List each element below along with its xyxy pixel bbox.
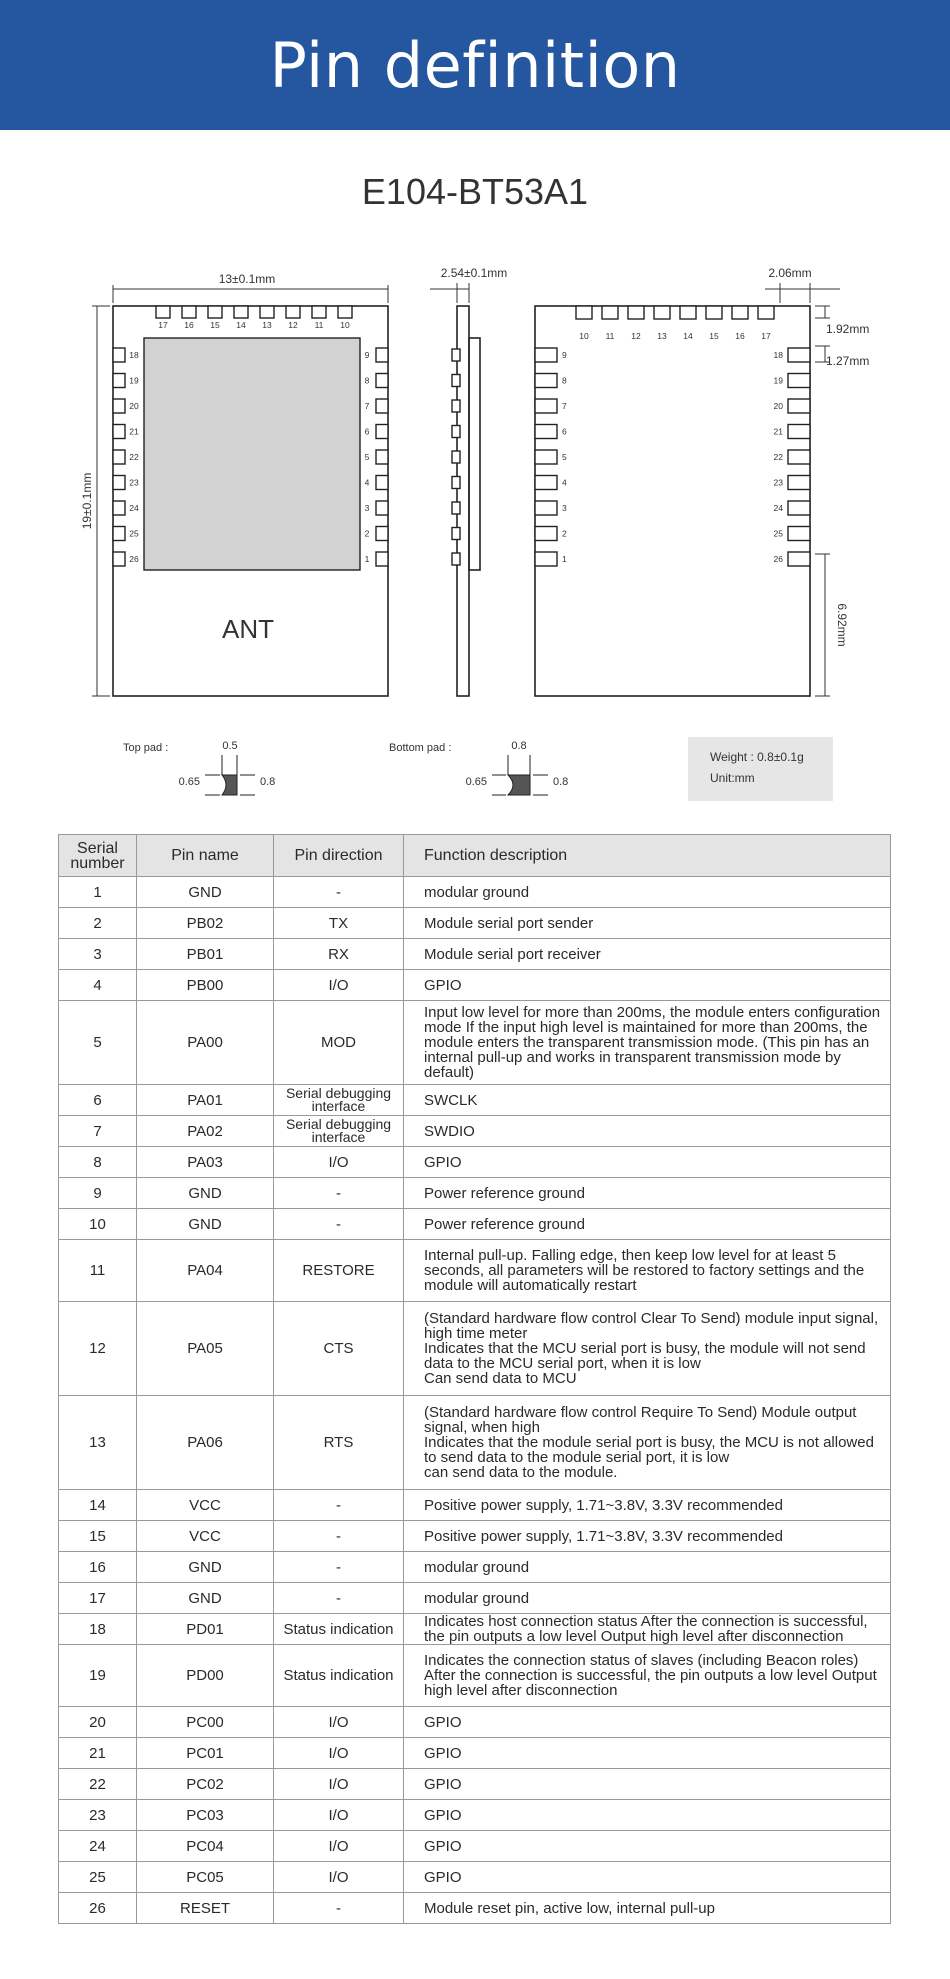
pin-number-label: 13 <box>262 320 272 330</box>
pin-number-label: 18 <box>773 350 783 360</box>
pin-direction-cell: CTS <box>274 1302 404 1396</box>
pin-number-label: 3 <box>364 503 370 513</box>
top-pad-width: 0.5 <box>222 740 238 752</box>
side-pad <box>452 502 460 514</box>
pin-name-cell: PA02 <box>137 1116 274 1147</box>
pin-direction-cell: - <box>274 1893 404 1924</box>
back-pad-top-10 <box>576 306 592 319</box>
table-row <box>59 1862 891 1893</box>
pin-direction-cell: - <box>274 1552 404 1583</box>
function-description-cell: Module serial port sender <box>404 908 891 939</box>
pin-direction-cell: RTS <box>274 1396 404 1490</box>
pin-number-label: 20 <box>129 401 139 411</box>
table-row <box>59 1552 891 1583</box>
back-pad-top-12 <box>628 306 644 319</box>
pad-left-24 <box>113 501 125 515</box>
side-pad <box>452 553 460 565</box>
pin-number-label: 2 <box>562 528 567 539</box>
serial-number-cell: 24 <box>59 1831 137 1862</box>
pad-left-21 <box>113 425 125 439</box>
pin-name-cell: PA06 <box>137 1396 274 1490</box>
pin-number-label: 22 <box>129 452 139 462</box>
function-description-cell: Power reference ground <box>404 1178 891 1209</box>
serial-number-cell: 4 <box>59 970 137 1001</box>
table-row <box>59 1645 891 1707</box>
pin-number-label: 14 <box>236 320 246 330</box>
function-description-cell: Indicates the connection status of slaves (including Beacon roles) After the connection is successful, the pin outputs a low level Output high level after disconnection <box>404 1645 891 1707</box>
serial-number-cell: 3 <box>59 939 137 970</box>
bottom-gap-dimension: 6.92mm <box>835 603 849 647</box>
pad-left-19 <box>113 374 125 388</box>
back-pad-right-20 <box>788 399 810 413</box>
back-pad-top-11 <box>602 306 618 319</box>
back-pad-right-21 <box>788 425 810 439</box>
serial-number-cell: 21 <box>59 1738 137 1769</box>
top-gap-dimension: 1.92mm <box>826 322 870 336</box>
pin-direction-cell: I/O <box>274 1769 404 1800</box>
pin-name-cell: PC04 <box>137 1831 274 1862</box>
table-row <box>59 1116 891 1147</box>
pin-direction-cell: - <box>274 1490 404 1521</box>
serial-number-cell: 20 <box>59 1707 137 1738</box>
pin-table <box>58 834 891 1924</box>
pad-right-7 <box>376 399 388 413</box>
pin-name-cell: GND <box>137 877 274 908</box>
table-header-row <box>59 835 891 877</box>
top-pad-label: Top pad : <box>123 742 169 754</box>
pin-number-label: 19 <box>129 375 139 386</box>
serial-number-cell: 17 <box>59 1583 137 1614</box>
header-function-description: Function description <box>404 835 891 877</box>
table-row <box>59 939 891 970</box>
pin-number-label: 12 <box>631 331 641 341</box>
pin-number-label: 23 <box>129 477 139 488</box>
pin-number-label: 8 <box>562 375 567 386</box>
side-pad <box>452 375 460 387</box>
function-description-cell: GPIO <box>404 1147 891 1178</box>
pin-number-label: 6 <box>562 426 567 437</box>
shield-can <box>144 338 360 570</box>
table-row <box>59 970 891 1001</box>
pad-right-6 <box>376 425 388 439</box>
table-row <box>59 1521 891 1552</box>
edge-dimension: 2.06mm <box>768 266 812 280</box>
back-pad-right-24 <box>788 501 810 515</box>
function-description-cell: GPIO <box>404 1738 891 1769</box>
function-description-cell: SWDIO <box>404 1116 891 1147</box>
pin-name-cell: PC02 <box>137 1769 274 1800</box>
back-pad-right-18 <box>788 348 810 362</box>
back-pad-top-15 <box>706 306 722 319</box>
function-description-cell: modular ground <box>404 877 891 908</box>
pin-number-label: 9 <box>562 350 567 360</box>
pad-left-23 <box>113 476 125 490</box>
pin-name-cell: VCC <box>137 1490 274 1521</box>
bottom-pad-height-right: 0.8 <box>553 776 569 788</box>
back-pad-top-16 <box>732 306 748 319</box>
table-row <box>59 1707 891 1738</box>
pin-number-label: 15 <box>709 331 719 341</box>
weight-text: Weight : 0.8±0.1g <box>710 750 804 764</box>
back-pad-right-25 <box>788 527 810 541</box>
pin-number-label: 7 <box>364 401 370 411</box>
pin-name-cell: PB00 <box>137 970 274 1001</box>
pin-direction-cell: - <box>274 877 404 908</box>
table-row <box>59 1614 891 1645</box>
pin-direction-cell: - <box>274 1209 404 1240</box>
serial-number-cell: 5 <box>59 1001 137 1085</box>
width-dimension: 13±0.1mm <box>218 272 276 286</box>
serial-number-cell: 8 <box>59 1147 137 1178</box>
serial-number-cell: 16 <box>59 1552 137 1583</box>
pin-number-label: 17 <box>158 320 168 330</box>
pin-number-label: 8 <box>364 375 370 386</box>
bottom-pad-shape <box>492 755 548 795</box>
function-description-cell: Internal pull-up. Falling edge, then keep low level for at least 5 seconds, all parameters will be restored to factory settings and the module will automatically restart <box>404 1240 891 1302</box>
pin-name-cell: GND <box>137 1209 274 1240</box>
back-pad-left-6 <box>535 425 557 439</box>
serial-number-cell: 22 <box>59 1769 137 1800</box>
side-view-shield <box>469 338 480 570</box>
table-row <box>59 1831 891 1862</box>
pin-direction-cell: I/O <box>274 1862 404 1893</box>
pin-number-label: 5 <box>562 452 567 462</box>
function-description-cell: (Standard hardware flow control Require To Send) Module output signal, when high Indicates that the module serial port is busy, the MCU is not allowed to send data to the module serial port, it is low can send data to the module. <box>404 1396 891 1490</box>
pin-name-cell: PC01 <box>137 1738 274 1769</box>
pin-number-label: 24 <box>129 503 139 513</box>
serial-number-cell: 9 <box>59 1178 137 1209</box>
pin-number-label: 5 <box>364 452 370 462</box>
model-name: E104-BT53A1 <box>361 171 589 212</box>
top-pad-height-left: 0.65 <box>178 776 200 788</box>
pad-right-1 <box>376 552 388 566</box>
pin-name-cell: PA03 <box>137 1147 274 1178</box>
serial-number-cell: 26 <box>59 1893 137 1924</box>
pin-name-cell: PB02 <box>137 908 274 939</box>
pin-direction-cell: I/O <box>274 970 404 1001</box>
header-pin-name: Pin name <box>137 835 274 877</box>
table-row <box>59 1240 891 1302</box>
serial-number-cell: 14 <box>59 1490 137 1521</box>
pin-direction-cell: Status indication <box>274 1645 404 1707</box>
pin-number-label: 3 <box>562 503 567 513</box>
header-pin-direction: Pin direction <box>274 835 404 877</box>
pitch-dimension: 1.27mm <box>826 354 870 368</box>
pin-number-label: 26 <box>773 554 783 564</box>
table-row <box>59 1396 891 1490</box>
pin-number-label: 16 <box>184 320 194 330</box>
table-row <box>59 877 891 908</box>
serial-number-cell: 19 <box>59 1645 137 1707</box>
table-row <box>59 1893 891 1924</box>
pad-right-4 <box>376 476 388 490</box>
back-view-outline <box>535 306 810 696</box>
top-pad-height-right: 0.8 <box>260 776 276 788</box>
function-description-cell: modular ground <box>404 1583 891 1614</box>
pin-number-label: 4 <box>562 477 567 488</box>
serial-number-cell: 2 <box>59 908 137 939</box>
pin-number-label: 11 <box>605 331 615 341</box>
pin-number-label: 11 <box>314 320 324 330</box>
side-pad <box>452 349 460 361</box>
pin-name-cell: PB01 <box>137 939 274 970</box>
pad-left-25 <box>113 527 125 541</box>
header-serial-number: Serial number <box>59 835 137 877</box>
table-row <box>59 1583 891 1614</box>
pin-number-label: 18 <box>129 350 139 360</box>
back-pad-left-3 <box>535 501 557 515</box>
table-row <box>59 1001 891 1085</box>
table-row <box>59 1147 891 1178</box>
bottom-pad-label: Bottom pad : <box>389 742 452 754</box>
pin-number-label: 2 <box>364 528 370 539</box>
pad-right-9 <box>376 348 388 362</box>
function-description-cell: GPIO <box>404 970 891 1001</box>
pin-name-cell: PC00 <box>137 1707 274 1738</box>
back-pad-top-13 <box>654 306 670 319</box>
back-pad-left-9 <box>535 348 557 362</box>
side-pad <box>452 528 460 540</box>
serial-number-cell: 7 <box>59 1116 137 1147</box>
pin-name-cell: GND <box>137 1552 274 1583</box>
function-description-cell: Indicates host connection status After the connection is successful, the pin outputs a low level Output high level after disconnection <box>404 1614 891 1645</box>
function-description-cell: GPIO <box>404 1862 891 1893</box>
pin-number-label: 21 <box>773 426 783 437</box>
height-dimension: 19±0.1mm <box>80 472 94 530</box>
pin-number-label: 25 <box>129 528 139 539</box>
back-pad-right-22 <box>788 450 810 464</box>
pin-number-label: 21 <box>129 426 139 437</box>
function-description-cell: Positive power supply, 1.71~3.8V, 3.3V recommended <box>404 1521 891 1552</box>
title-banner <box>0 0 950 130</box>
table-row <box>59 1769 891 1800</box>
back-pad-left-1 <box>535 552 557 566</box>
pin-number-label: 19 <box>773 375 783 386</box>
pin-direction-cell: RX <box>274 939 404 970</box>
back-pad-right-19 <box>788 374 810 388</box>
unit-text: Unit:mm <box>710 771 755 785</box>
pad-top-11 <box>312 306 326 318</box>
pin-number-label: 10 <box>340 320 350 330</box>
pad-right-8 <box>376 374 388 388</box>
function-description-cell: Positive power supply, 1.71~3.8V, 3.3V recommended <box>404 1490 891 1521</box>
function-description-cell: (Standard hardware flow control Clear To Send) module input signal, high time meter Indicates that the MCU serial port is busy, the module will not send data to the MCU serial port, when it is low Can send data to MCU <box>404 1302 891 1396</box>
function-description-cell: Module reset pin, active low, internal pull-up <box>404 1893 891 1924</box>
pin-direction-cell: I/O <box>274 1738 404 1769</box>
back-pad-left-8 <box>535 374 557 388</box>
table-row <box>59 1738 891 1769</box>
table-row <box>59 1085 891 1116</box>
page-title: Pin definition <box>269 29 681 102</box>
side-pad <box>452 451 460 463</box>
back-pad-top-17 <box>758 306 774 319</box>
back-pad-left-4 <box>535 476 557 490</box>
serial-number-cell: 10 <box>59 1209 137 1240</box>
bottom-pad-height-left: 0.65 <box>465 776 487 788</box>
pad-left-26 <box>113 552 125 566</box>
pad-top-17 <box>156 306 170 318</box>
function-description-cell: Power reference ground <box>404 1209 891 1240</box>
back-pad-right-23 <box>788 476 810 490</box>
pin-number-label: 16 <box>735 331 745 341</box>
pin-number-label: 12 <box>288 320 298 330</box>
table-row <box>59 1178 891 1209</box>
function-description-cell: GPIO <box>404 1800 891 1831</box>
pin-number-label: 14 <box>683 331 693 341</box>
pad-left-18 <box>113 348 125 362</box>
pin-number-label: 4 <box>364 477 370 488</box>
pin-number-label: 20 <box>773 401 783 411</box>
serial-number-cell: 6 <box>59 1085 137 1116</box>
pin-direction-cell: I/O <box>274 1147 404 1178</box>
pin-number-label: 15 <box>210 320 220 330</box>
table-row <box>59 1490 891 1521</box>
function-description-cell: GPIO <box>404 1831 891 1862</box>
back-pad-left-7 <box>535 399 557 413</box>
pin-direction-cell: RESTORE <box>274 1240 404 1302</box>
pin-number-label: 9 <box>364 350 370 360</box>
pad-top-14 <box>234 306 248 318</box>
pin-direction-cell: - <box>274 1521 404 1552</box>
pad-top-16 <box>182 306 196 318</box>
pad-right-2 <box>376 527 388 541</box>
pad-top-12 <box>286 306 300 318</box>
serial-number-cell: 12 <box>59 1302 137 1396</box>
function-description-cell: GPIO <box>404 1769 891 1800</box>
pin-direction-cell: I/O <box>274 1707 404 1738</box>
pin-number-label: 17 <box>761 331 771 341</box>
pad-right-3 <box>376 501 388 515</box>
pad-right-5 <box>376 450 388 464</box>
pin-number-label: 10 <box>579 331 589 341</box>
serial-number-cell: 13 <box>59 1396 137 1490</box>
pin-name-cell: PA04 <box>137 1240 274 1302</box>
pin-name-cell: PC05 <box>137 1862 274 1893</box>
serial-number-cell: 11 <box>59 1240 137 1302</box>
pin-name-cell: PD00 <box>137 1645 274 1707</box>
pad-top-15 <box>208 306 222 318</box>
pin-name-cell: PC03 <box>137 1800 274 1831</box>
pin-name-cell: RESET <box>137 1893 274 1924</box>
pin-direction-cell: I/O <box>274 1800 404 1831</box>
pin-number-label: 23 <box>773 477 783 488</box>
function-description-cell: GPIO <box>404 1707 891 1738</box>
top-pad-shape <box>205 755 255 795</box>
pin-number-label: 26 <box>129 554 139 564</box>
pin-name-cell: PD01 <box>137 1614 274 1645</box>
serial-number-cell: 15 <box>59 1521 137 1552</box>
back-pad-left-5 <box>535 450 557 464</box>
function-description-cell: Module serial port receiver <box>404 939 891 970</box>
pin-name-cell: VCC <box>137 1521 274 1552</box>
side-view-board <box>457 306 469 696</box>
pin-number-label: 24 <box>773 503 783 513</box>
side-pad <box>452 426 460 438</box>
back-pad-left-2 <box>535 527 557 541</box>
serial-number-cell: 23 <box>59 1800 137 1831</box>
pin-direction-cell: Serial debugging interface <box>274 1116 404 1147</box>
serial-number-cell: 1 <box>59 877 137 908</box>
side-pad <box>452 477 460 489</box>
pin-name-cell: GND <box>137 1178 274 1209</box>
pin-number-label: 1 <box>562 554 567 564</box>
antenna-label: ANT <box>222 614 274 644</box>
back-pad-top-14 <box>680 306 696 319</box>
pin-direction-cell: I/O <box>274 1831 404 1862</box>
pin-direction-cell: - <box>274 1583 404 1614</box>
pin-number-label: 6 <box>364 426 370 437</box>
pin-direction-cell: - <box>274 1178 404 1209</box>
pin-direction-cell: Serial debugging interface <box>274 1085 404 1116</box>
pad-top-13 <box>260 306 274 318</box>
pin-number-label: 13 <box>657 331 667 341</box>
table-row <box>59 1302 891 1396</box>
bottom-pad-width: 0.8 <box>511 740 527 752</box>
pad-top-10 <box>338 306 352 318</box>
pin-direction-cell: Status indication <box>274 1614 404 1645</box>
weight-box <box>688 737 833 801</box>
pin-name-cell: PA01 <box>137 1085 274 1116</box>
pin-number-label: 22 <box>773 452 783 462</box>
pin-direction-cell: TX <box>274 908 404 939</box>
table-row <box>59 1800 891 1831</box>
pin-number-label: 25 <box>773 528 783 539</box>
pin-number-label: 7 <box>562 401 567 411</box>
side-pad <box>452 400 460 412</box>
table-row <box>59 908 891 939</box>
function-description-cell: Input low level for more than 200ms, the module enters configuration mode If the input high level is maintained for more than 200ms, the module enters the transparent transmission mode. (This pin has an internal pull-up and works in transparent transmission mode by default) <box>404 1001 891 1085</box>
back-pad-right-26 <box>788 552 810 566</box>
function-description-cell: modular ground <box>404 1552 891 1583</box>
thickness-dimension: 2.54±0.1mm <box>440 266 508 280</box>
pad-left-22 <box>113 450 125 464</box>
pin-name-cell: PA05 <box>137 1302 274 1396</box>
pin-direction-cell: MOD <box>274 1001 404 1085</box>
pin-name-cell: PA00 <box>137 1001 274 1085</box>
pin-number-label: 1 <box>364 554 370 564</box>
function-description-cell: SWCLK <box>404 1085 891 1116</box>
pin-name-cell: GND <box>137 1583 274 1614</box>
serial-number-cell: 25 <box>59 1862 137 1893</box>
serial-number-cell: 18 <box>59 1614 137 1645</box>
pad-left-20 <box>113 399 125 413</box>
table-row <box>59 1209 891 1240</box>
